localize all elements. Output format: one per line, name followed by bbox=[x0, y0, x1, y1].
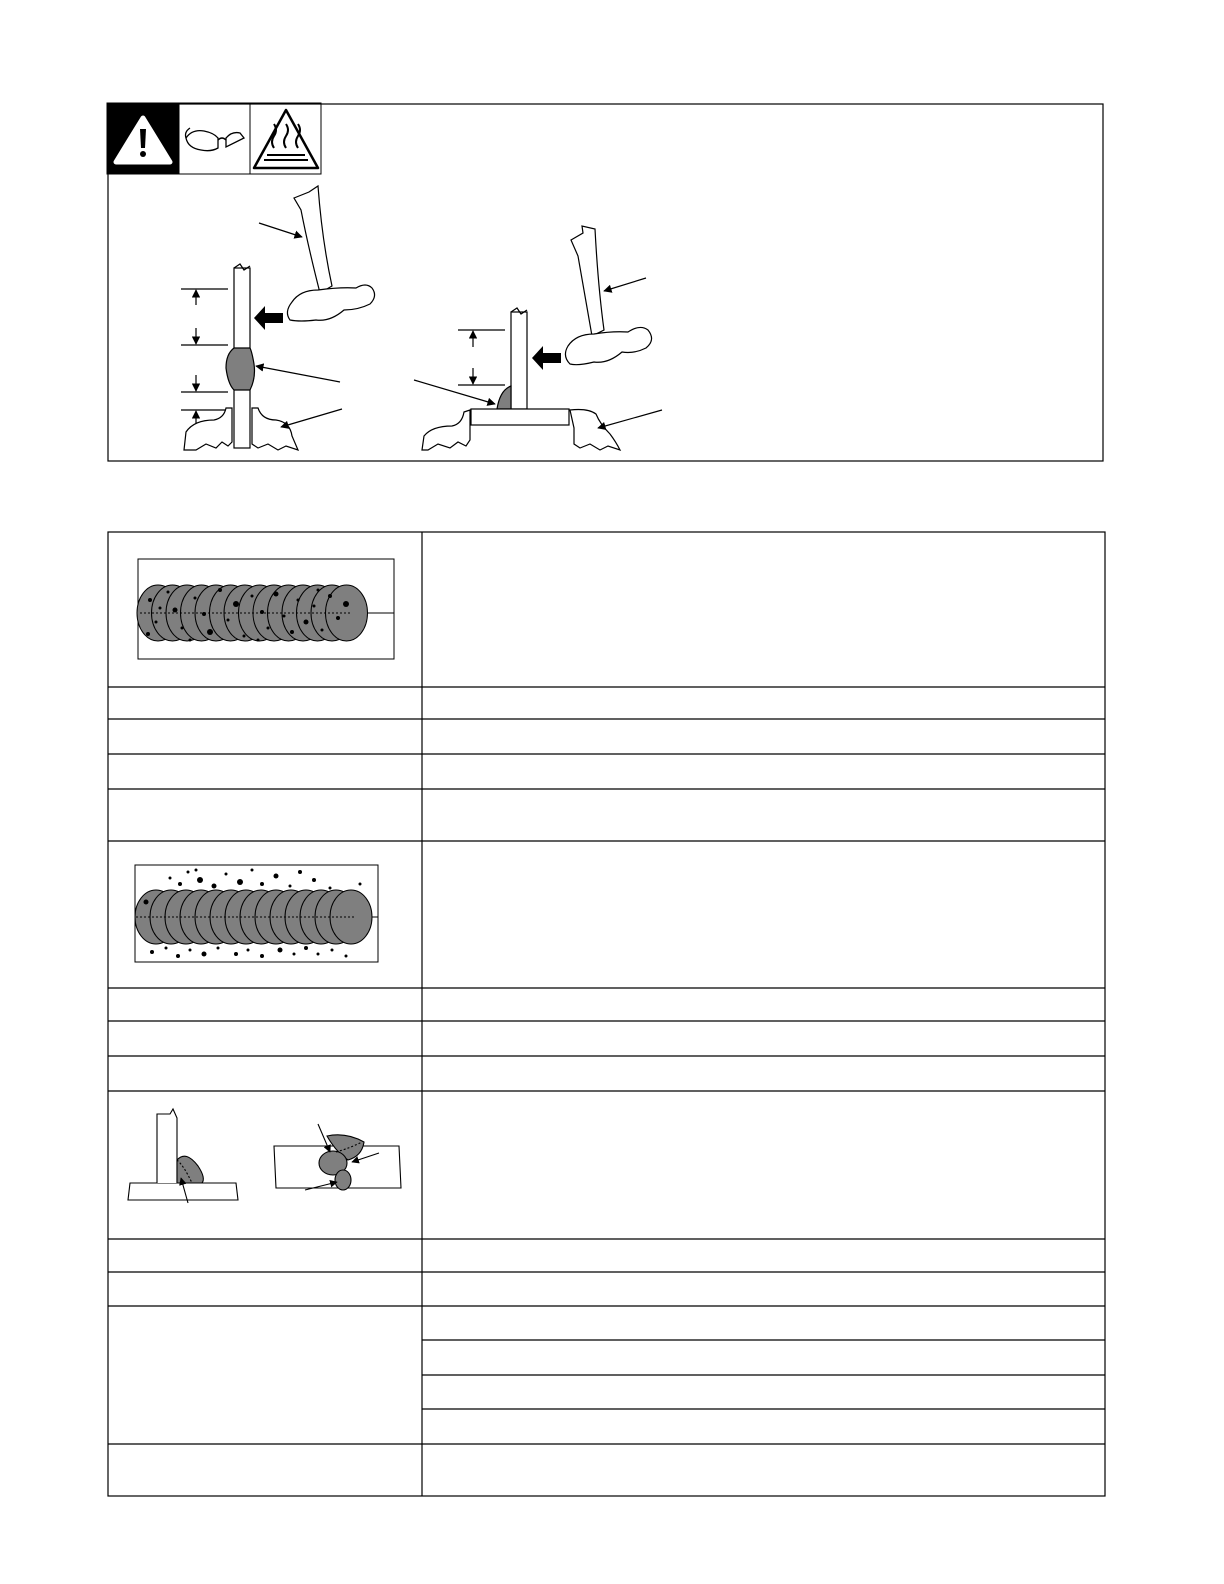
spatter-particle bbox=[260, 954, 264, 958]
spatter-particle bbox=[260, 882, 264, 886]
porosity-hole bbox=[148, 598, 152, 602]
porosity-hole bbox=[317, 589, 320, 592]
porosity-hole bbox=[146, 632, 150, 636]
incomplete-fusion-illustration bbox=[128, 1109, 401, 1203]
hot-surface-icon bbox=[254, 110, 318, 168]
spatter-particle bbox=[234, 952, 238, 956]
weld-ripple bbox=[326, 585, 368, 641]
spatter-particle bbox=[278, 948, 283, 953]
vertical-plate-test-left bbox=[181, 186, 375, 450]
spatter-particle bbox=[345, 955, 348, 958]
spatter-illustration bbox=[135, 865, 378, 962]
spatter-particle bbox=[289, 885, 292, 888]
spatter-particle bbox=[293, 953, 296, 956]
porosity-hole bbox=[260, 610, 264, 614]
safety-icon-header bbox=[107, 103, 321, 174]
porosity-hole bbox=[159, 607, 162, 610]
spatter-particle bbox=[251, 869, 254, 872]
porosity-hole bbox=[257, 639, 260, 642]
porosity-hole bbox=[189, 639, 192, 642]
porosity-hole bbox=[155, 621, 158, 624]
spatter-particle bbox=[304, 946, 308, 950]
porosity-hole bbox=[202, 612, 206, 616]
weld-bead bbox=[226, 348, 255, 390]
fillet-weld bbox=[497, 386, 511, 409]
spatter-particle bbox=[212, 884, 217, 889]
porosity-hole bbox=[243, 635, 246, 638]
porosity-hole bbox=[283, 615, 286, 618]
weld-troubleshooting-table bbox=[108, 532, 1105, 1496]
spatter-particle bbox=[165, 947, 168, 950]
porosity-hole bbox=[218, 588, 222, 592]
spatter-particle bbox=[197, 877, 203, 883]
vise-left bbox=[184, 408, 232, 450]
spatter-particle bbox=[195, 869, 198, 872]
spatter-particle bbox=[202, 952, 207, 957]
spatter-particle bbox=[189, 949, 192, 952]
spatter-particle bbox=[217, 947, 220, 950]
porosity-hole bbox=[274, 592, 279, 597]
porosity-hole bbox=[313, 605, 316, 608]
hammer-icon-right bbox=[565, 226, 651, 365]
porosity-hole bbox=[251, 595, 254, 598]
hammer-icon bbox=[287, 186, 374, 321]
porosity-hole bbox=[207, 629, 213, 635]
spatter-particle bbox=[329, 887, 332, 890]
porosity-hole bbox=[297, 599, 300, 602]
spatter-particle bbox=[144, 900, 149, 905]
porosity-hole bbox=[173, 608, 178, 613]
spatter-particle bbox=[312, 878, 316, 882]
porosity-hole bbox=[233, 601, 239, 607]
fillet-tee-test-right bbox=[414, 226, 662, 450]
spatter-particle bbox=[274, 874, 279, 879]
porosity-hole bbox=[343, 601, 349, 607]
spatter-particle bbox=[237, 879, 243, 885]
spatter-particle bbox=[187, 871, 190, 874]
porosity-hole bbox=[267, 627, 270, 630]
spatter-particle bbox=[317, 953, 320, 956]
porosity-hole bbox=[290, 630, 294, 634]
porosity-hole bbox=[167, 591, 170, 594]
vise-right bbox=[252, 408, 298, 450]
porosity-hole bbox=[328, 594, 332, 598]
fillet-weld-test-figure bbox=[107, 103, 1103, 461]
spatter-particle bbox=[225, 873, 228, 876]
porosity-illustration bbox=[137, 559, 394, 659]
porosity-hole bbox=[304, 620, 309, 625]
spatter-particle bbox=[298, 870, 302, 874]
porosity-hole bbox=[194, 597, 197, 600]
porosity-hole bbox=[321, 629, 324, 632]
spatter-particle bbox=[150, 950, 154, 954]
porosity-hole bbox=[227, 619, 230, 622]
spatter-particle bbox=[176, 954, 180, 958]
safety-glasses-icon bbox=[186, 128, 245, 151]
spatter-particle bbox=[359, 883, 362, 886]
spatter-particle bbox=[331, 949, 334, 952]
porosity-hole bbox=[181, 627, 184, 630]
porosity-hole bbox=[336, 616, 340, 620]
spatter-particle bbox=[169, 877, 172, 880]
spatter-particle bbox=[178, 882, 182, 886]
spatter-particle bbox=[247, 949, 250, 952]
warning-triangle-icon bbox=[107, 103, 179, 174]
